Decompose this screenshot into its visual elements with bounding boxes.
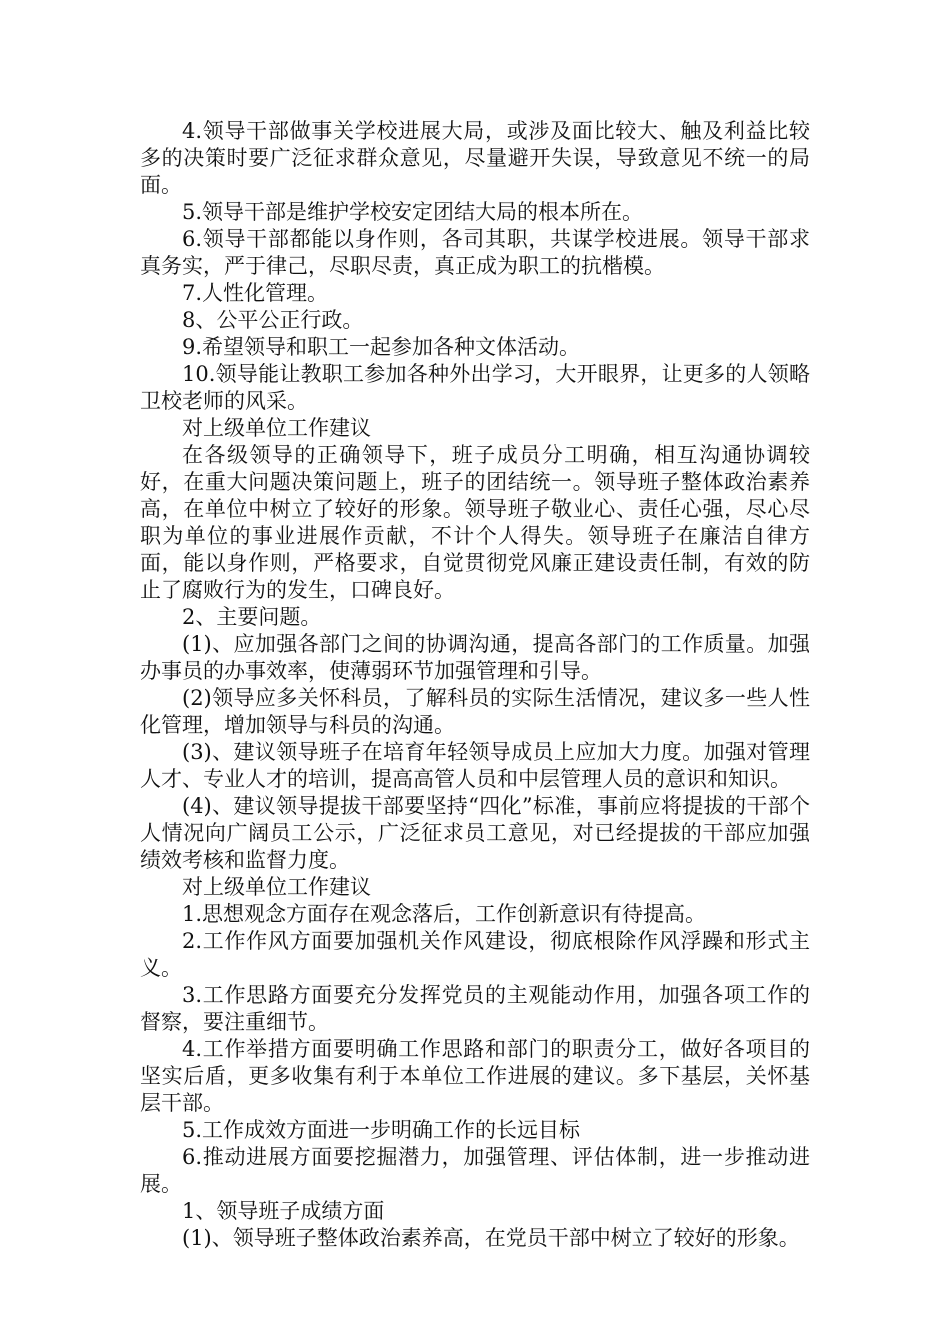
paragraph: (2)领导应多关怀科员，了解科员的实际生活情况，建议多一些人性化管理，增加领导与科员的沟通。	[140, 686, 810, 737]
paragraph: 2.工作作风方面要加强机关作风建设，彻底根除作风浮躁和形式主义。	[140, 929, 810, 980]
section-heading: 2、主要问题。	[182, 605, 322, 629]
section-heading: 对上级单位工作建议	[182, 416, 371, 440]
paragraph: 3.工作思路方面要充分发挥党员的主观能动作用，加强各项工作的督察，要注重细节。	[140, 983, 810, 1034]
paragraph: 5.工作成效方面进一步明确工作的长远目标	[182, 1118, 581, 1142]
paragraph: 8、公平公正行政。	[182, 308, 364, 332]
paragraph: 在各级领导的正确领导下，班子成员分工明确，相互沟通协调较好，在重大问题决策问题上，班子的团结统一。领导班子整体政治素养高，在单位中树立了较好的形象。领导班子敬业心、责任心强，尽心尽职为单位的事业进展作贡献，不计个人得失。领导班子在廉洁自律方面，能以身作则，严格要求，自觉贯彻党风廉正建设责任制，有效的防止了腐败行为的发生，口碑良好。	[140, 443, 810, 602]
paragraph: (4)、建议领导提拔干部要坚持“四化”标准，事前应将提拔的干部个人情况向广阔员工公示，广泛征求员工意见，对已经提拔的干部应加强绩效考核和监督力度。	[140, 794, 810, 872]
paragraph: 4.领导干部做事关学校进展大局，或涉及面比较大、触及利益比较多的决策时要广泛征求群众意见，尽量避开失误，导致意见不统一的局面。	[140, 119, 810, 197]
paragraph: 5.领导干部是维护学校安定团结大局的根本所在。	[182, 200, 644, 224]
paragraph: 6.领导干部都能以身作则，各司其职，共谋学校进展。领导干部求真务实，严于律己，尽职尽责，真正成为职工的抗楷模。	[140, 227, 810, 278]
paragraph: 9.希望领导和职工一起参加各种文体活动。	[182, 335, 581, 359]
section-heading: 对上级单位工作建议	[182, 875, 371, 899]
paragraph: 7.人性化管理。	[182, 281, 329, 305]
paragraph: 10.领导能让教职工参加各种外出学习，大开眼界，让更多的人领略卫校老师的风采。	[140, 362, 810, 413]
paragraph: (1)、应加强各部门之间的协调沟通，提高各部门的工作质量。加强办事员的办事效率，使薄弱环节加强管理和引导。	[140, 632, 810, 683]
paragraph: (3)、建议领导班子在培育年轻领导成员上应加大力度。加强对管理人才、专业人才的培训，提高高管人员和中层管理人员的意识和知识。	[140, 740, 810, 791]
document-body	[140, 118, 810, 1252]
paragraph: 6.推动进展方面要挖掘潜力，加强管理、评估体制，进一步推动进展。	[140, 1145, 810, 1196]
section-heading: 1、领导班子成绩方面	[182, 1199, 385, 1223]
paragraph: 4.工作举措方面要明确工作思路和部门的职责分工，做好各项目的坚实后盾，更多收集有利于本单位工作进展的建议。多下基层，关怀基层干部。	[140, 1037, 810, 1115]
paragraph: 1.思想观念方面存在观念落后，工作创新意识有待提高。	[182, 902, 707, 926]
paragraph: (1)、领导班子整体政治素养高，在党员干部中树立了较好的形象。	[182, 1226, 800, 1250]
